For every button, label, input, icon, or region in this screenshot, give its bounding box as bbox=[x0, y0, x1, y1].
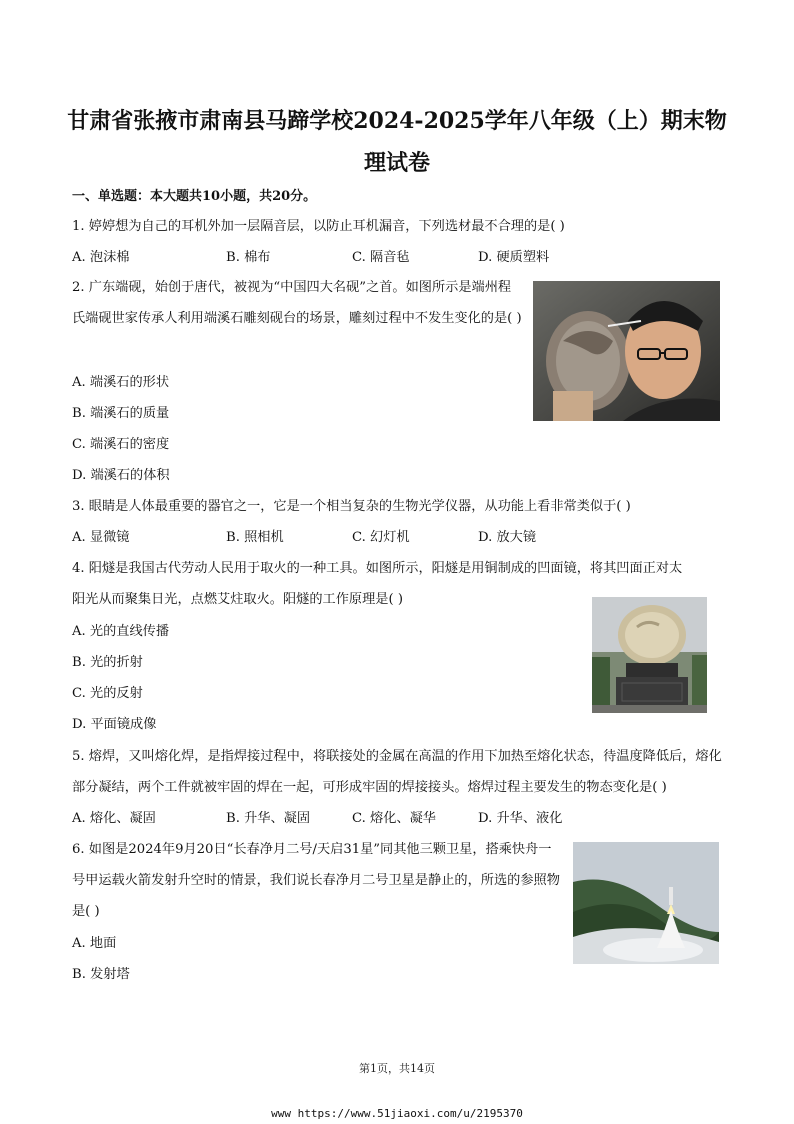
question-4-stem-line2: 阳光从而聚集日光，点燃艾炷取火。阳燧的工作原理是( ) bbox=[72, 592, 403, 607]
q6-option-b: B. 发射塔 bbox=[72, 967, 130, 982]
q4-option-d: D. 平面镜成像 bbox=[72, 717, 157, 732]
q1-option-b: B. 棉布 bbox=[226, 250, 271, 265]
q5-option-a: A. 熔化、凝固 bbox=[72, 811, 156, 826]
rocket-launch-photo bbox=[573, 842, 719, 964]
q1-option-c: C. 隔音毡 bbox=[352, 250, 410, 265]
q6-option-a: A. 地面 bbox=[72, 936, 117, 951]
q1-option-a: A. 泡沫棉 bbox=[72, 250, 130, 265]
q2-option-c: C. 端溪石的密度 bbox=[72, 437, 170, 452]
question-2-stem: 2. 广东端砚，始创于唐代，被视为“中国四大名砚”之首。如图所示是端州程氏端砚世家传承人利用端溪石雕刻砚台的场景，雕刻过程中不发生变化的是( ) bbox=[72, 280, 522, 326]
page-footer: 第1页，共14页 bbox=[359, 1062, 435, 1075]
q4-option-c: C. 光的反射 bbox=[72, 686, 143, 701]
yangsui-mirror-photo bbox=[592, 597, 707, 713]
q4-option-a: A. 光的直线传播 bbox=[72, 624, 170, 639]
inkstone-carving-photo bbox=[533, 281, 720, 421]
q4-option-b: B. 光的折射 bbox=[72, 655, 143, 670]
q1-option-d: D. 硬质塑料 bbox=[478, 250, 550, 265]
q2-option-b: B. 端溪石的质量 bbox=[72, 406, 170, 421]
section-heading: 一、单选题：本大题共10小题，共20分。 bbox=[72, 189, 317, 204]
question-4-stem-line1: 4. 阳燧是我国古代劳动人民用于取火的一种工具。如图所示，阳燧是用铜制成的凹面镜，将其凹面正对太 bbox=[72, 561, 683, 576]
watermark-url: www https://www.51jiaoxi.com/u/2195370 bbox=[271, 1107, 523, 1120]
q5-option-b: B. 升华、凝固 bbox=[226, 811, 311, 826]
q2-option-d: D. 端溪石的体积 bbox=[72, 468, 170, 483]
q5-option-c: C. 熔化、凝华 bbox=[352, 811, 436, 826]
question-3-stem: 3. 眼睛是人体最重要的器官之一，它是一个相当复杂的生物光学仪器，从功能上看非常类似于( ) bbox=[72, 499, 631, 514]
q3-option-a: A. 显微镜 bbox=[72, 530, 130, 545]
page-title: 甘肃省张掖市肃南县马蹄学校2024-2025学年八年级（上）期末物理试卷 bbox=[67, 108, 727, 176]
q3-option-d: D. 放大镜 bbox=[478, 530, 537, 545]
question-1-stem: 1. 婷婷想为自己的耳机外加一层隔音层，以防止耳机漏音，下列选材最不合理的是( ) bbox=[72, 219, 565, 234]
q3-option-b: B. 照相机 bbox=[226, 530, 284, 545]
q5-option-d: D. 升华、液化 bbox=[478, 811, 563, 826]
q2-option-a: A. 端溪石的形状 bbox=[72, 375, 170, 390]
q3-option-c: C. 幻灯机 bbox=[352, 530, 410, 545]
question-5-stem: 5. 熔焊，又叫熔化焊，是指焊接过程中，将联接处的金属在高温的作用下加热至熔化状态，待温度降低后，熔化部分凝结，两个工件就被牢固的焊在一起，可形成牢固的焊接接头。熔焊过程主要发生的物态变化是( ) bbox=[72, 749, 722, 795]
question-6-stem: 6. 如图是2024年9月20日“长春净月二号/天启31星”同其他三颗卫星，搭乘快舟一号甲运载火箭发射升空时的情景，我们说长春净月二号卫星是静止的，所选的参照物是( ) bbox=[72, 842, 560, 919]
